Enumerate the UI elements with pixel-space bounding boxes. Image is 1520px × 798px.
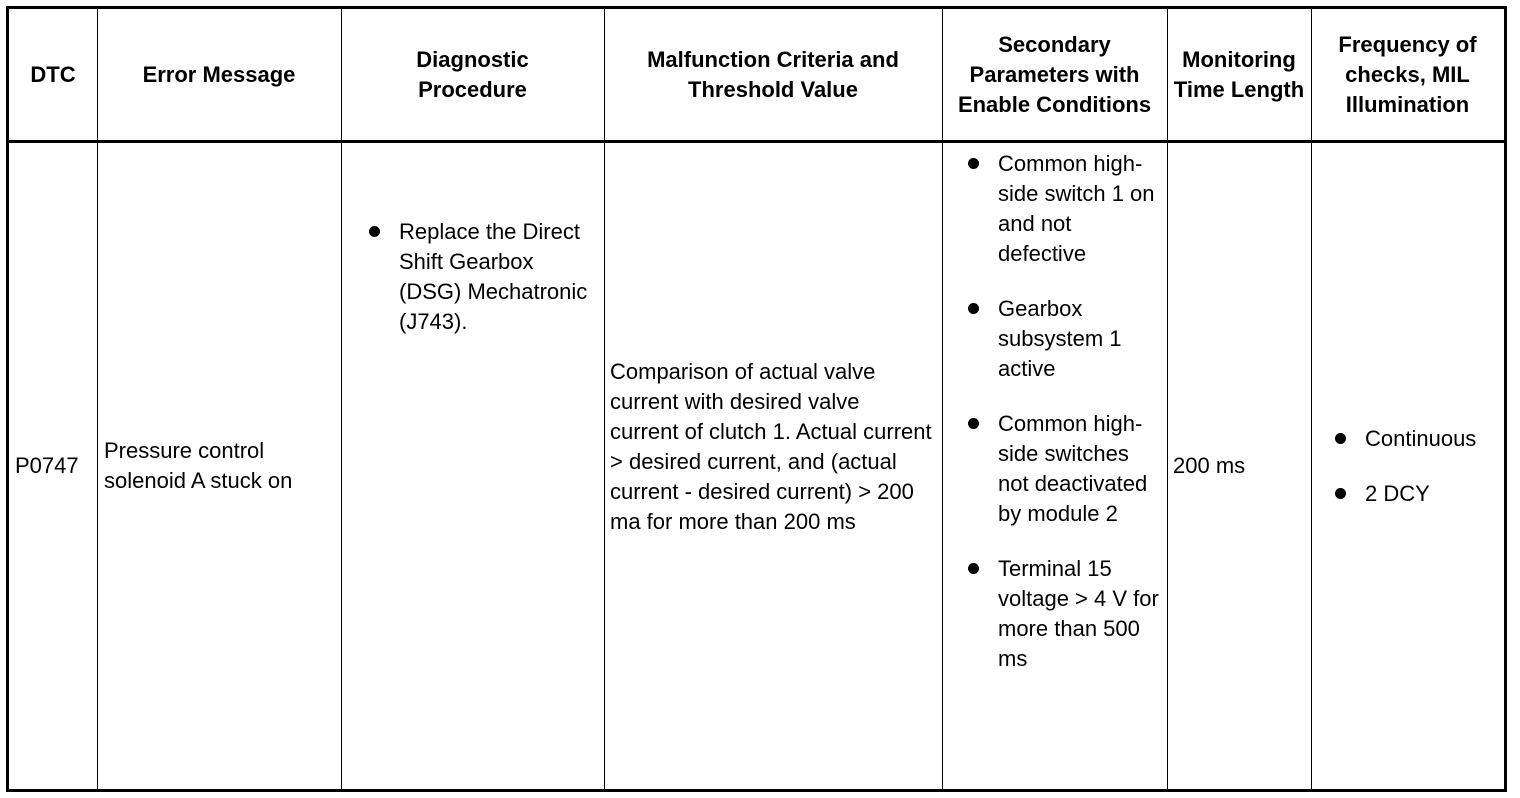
cell-frequency xyxy=(1311,143,1504,789)
enable-condition-item: Common high-side switches not deactivated by module 2 xyxy=(964,409,1165,529)
enable-condition-item: Terminal 15 voltage > 4 V for more than 500 ms xyxy=(964,554,1165,674)
header-diagnostic-procedure: Diagnostic Procedure xyxy=(416,46,529,102)
header-secondary-parameters: Secondary Parameters with Enable Conditions xyxy=(957,31,1152,117)
header-error-message: Error Message xyxy=(142,61,296,87)
frequency-item: Continuous xyxy=(1331,424,1476,454)
header-dtc: DTC xyxy=(30,61,76,87)
cell-dtc xyxy=(9,143,97,789)
frequency-item: 2 DCY xyxy=(1331,479,1476,509)
dtc-code: P0747 xyxy=(15,453,79,478)
procedure-item: Replace the Direct Shift Gearbox (DSG) Mechatronic (J743). xyxy=(365,217,592,337)
cell-malfunction-criteria xyxy=(604,143,942,789)
enable-condition-item: Gearbox subsystem 1 active xyxy=(964,294,1165,384)
enable-condition-item: Common high-side switch 1 on and not defective xyxy=(964,149,1165,269)
cell-error-message xyxy=(97,143,341,789)
header-malfunction-criteria: Malfunction Criteria and Threshold Value xyxy=(647,46,899,102)
cell-secondary-parameters xyxy=(942,143,1167,789)
malfunction-criteria-text: Comparison of actual valve current with desired valve current of clutch 1. Actual current > desired current, and (actual current - desired current) > 200 ma for more than 200 ms xyxy=(610,359,932,534)
header-monitoring-time: Monitoring Time Length xyxy=(1173,46,1305,102)
header-frequency: Frequency of checks, MIL Illumination xyxy=(1338,31,1477,117)
cell-monitoring-time xyxy=(1167,143,1311,789)
monitoring-time-text: 200 ms xyxy=(1173,453,1246,478)
cell-diagnostic-procedure xyxy=(341,143,604,789)
dtc-table xyxy=(6,6,1507,792)
error-message-text: Pressure control solenoid A stuck on xyxy=(104,438,293,493)
